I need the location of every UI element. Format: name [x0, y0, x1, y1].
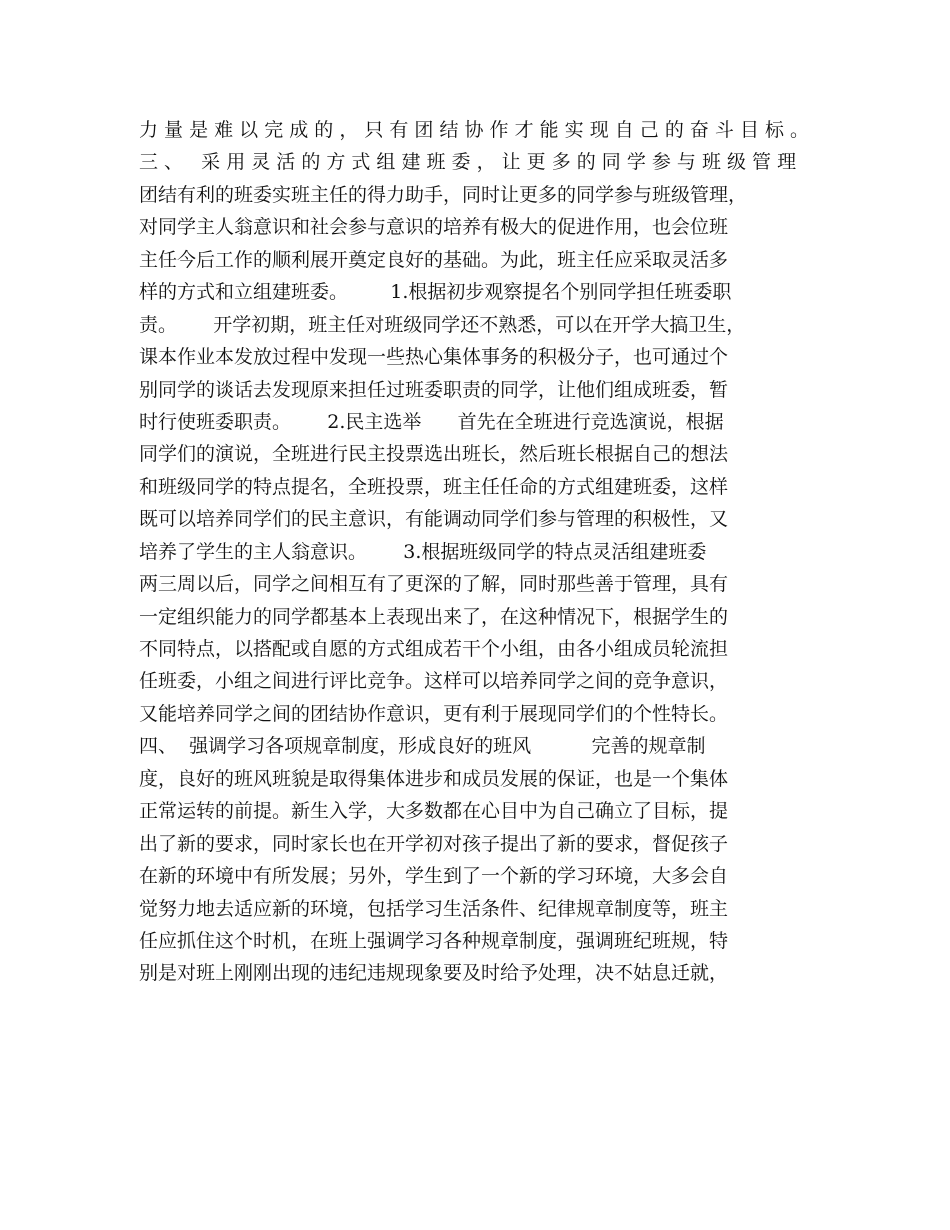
text-line: 任应抓住这个时机，在班上强调学习各种规章制度，强调班纪班规，特: [139, 929, 729, 952]
text-line: 别同学的谈话去发现原来担任过班委职责的同学，让他们组成班委，暂: [139, 378, 729, 401]
section-heading-four: 四、 强调学习各项规章制度，形成良好的班风 完善的规章制: [139, 735, 706, 758]
text-line: 主任今后工作的顺利展开奠定良好的基础。为此，班主任应采取灵活多: [139, 248, 729, 271]
text-line: 又能培养同学之间的团结协作意识，更有利于展现同学们的个性特长。: [139, 702, 729, 725]
text-line: 团结有利的班委实班主任的得力助手，同时让更多的同学参与班级管理，: [139, 183, 748, 206]
text-line: 课本作业本发放过程中发现一些热心集体事务的积极分子，也可通过个: [139, 346, 729, 369]
text-line: 一定组织能力的同学都基本上表现出来了，在这种情况下，根据学生的: [139, 605, 729, 628]
text-line: 力 量 是 难 以 完 成 的 ， 只 有 团 结 协 作 才 能 实 现 自 己 的 奋 斗 目 标 。: [139, 119, 810, 141]
text-line: 别是对班上刚刚出现的违纪违规现象要及时给予处理，决不姑息迁就，: [139, 962, 729, 985]
text-line: 任班委，小组之间进行评比竞争。这样可以培养同学之间的竞争意识，: [139, 670, 729, 693]
section-heading-three: 三 、 采 用 灵 活 的 方 式 组 建 班 委 ， 让 更 多 的 同 学 参 与 班 级 管 理: [139, 151, 797, 174]
text-line: 既可以培养同学们的民主意识，有能调动同学们参与管理的积极性，又: [139, 508, 729, 531]
text-line: 觉努力地去适应新的环境，包括学习生活条件、纪律规章制度等，班主: [139, 897, 729, 920]
text-line: 正常运转的前提。新生入学，大多数都在心目中为自己确立了目标，提: [139, 800, 729, 823]
text-line: 对同学主人翁意识和社会参与意识的培养有极大的促进作用，也会位班: [139, 216, 729, 239]
text-line: 在新的环境中有所发展；另外，学生到了一个新的学习环境，大多会自: [139, 865, 729, 888]
text-line: 两三周以后，同学之间相互有了更深的了解，同时那些善于管理，具有: [139, 573, 729, 596]
text-line: 度，良好的班风班貌是取得集体进步和成员发展的保证，也是一个集体: [139, 767, 729, 790]
text-line: 同学们的演说，全班进行民主投票选出班长，然后班长根据自己的想法: [139, 443, 729, 466]
text-line: 样的方式和立组建班委。 1.根据初步观察提名个别同学担任班委职: [139, 281, 732, 304]
document-body: [139, 114, 819, 990]
text-line: 出了新的要求，同时家长也在开学初对孩子提出了新的要求，督促孩子: [139, 832, 729, 855]
text-line: 不同特点，以搭配或自愿的方式组成若干个小组，由各小组成员轮流担: [139, 638, 729, 660]
text-line: 责。 开学初期，班主任对班级同学还不熟悉，可以在开学大搞卫生，: [139, 313, 746, 336]
text-line: 培养了学生的主人翁意识。 3.根据班级同学的特点灵活组建班委: [139, 540, 707, 563]
text-line: 和班级同学的特点提名，全班投票，班主任任命的方式组建班委，这样: [139, 475, 729, 498]
text-line: 时行使班委职责。 2.民主选举 首先在全班进行竞选演说，根据: [139, 410, 724, 433]
